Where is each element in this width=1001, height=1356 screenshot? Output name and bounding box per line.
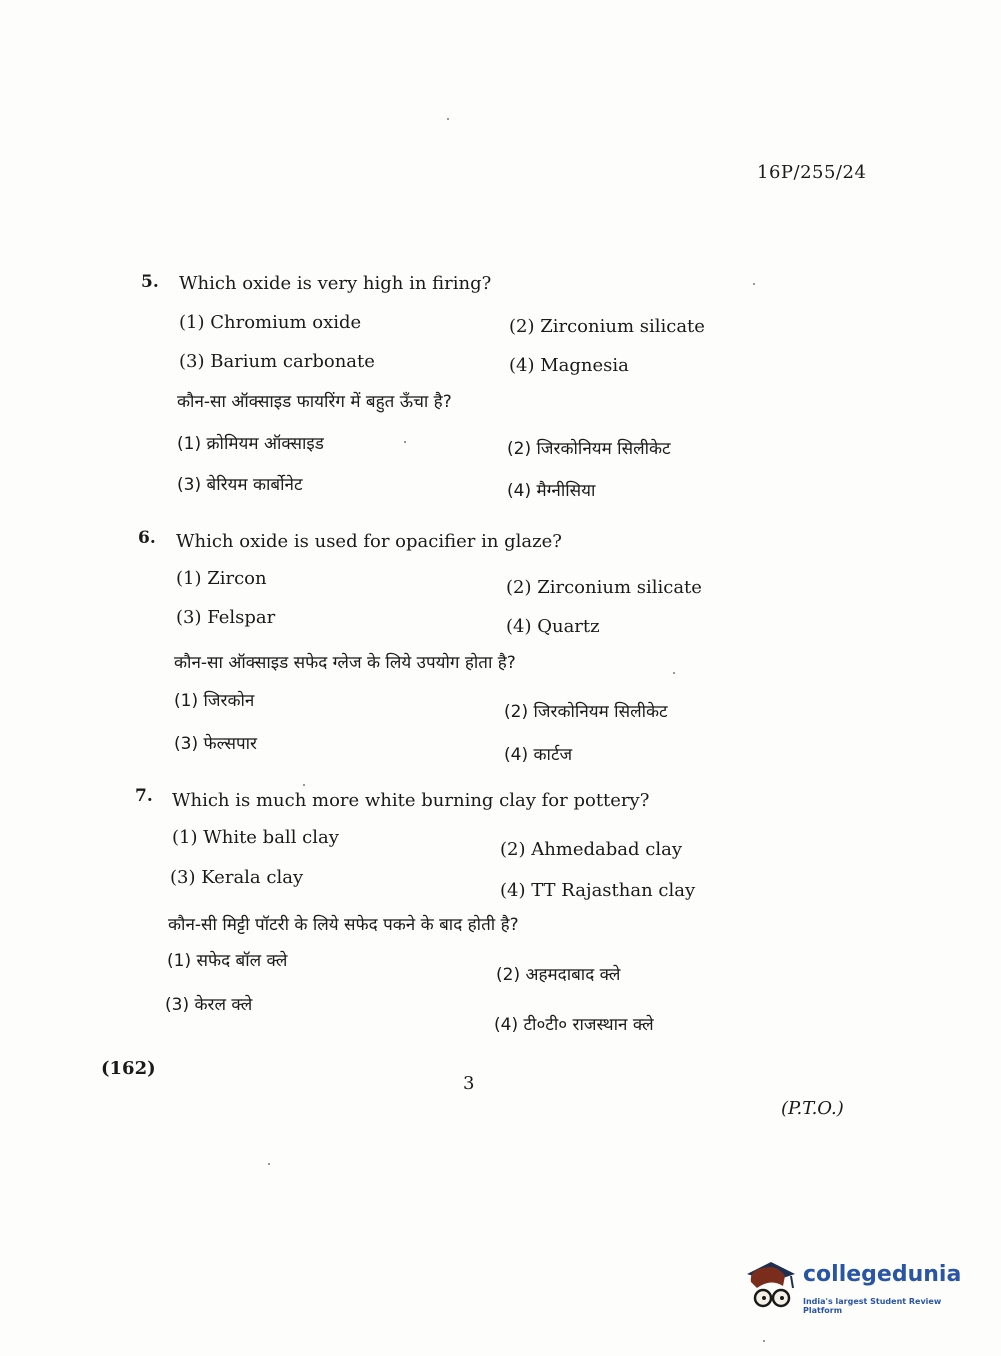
hindi-question-text: कौन-सा ऑक्साइड फायरिंग में बहुत ऊँचा है? xyxy=(177,392,452,412)
pto-label: (P.T.O.) xyxy=(781,1098,844,1119)
hindi-option: (4) मैग्नीसिया xyxy=(507,481,596,501)
logo-brand: collegedunia xyxy=(803,1262,962,1287)
question-number: 5. xyxy=(141,272,159,292)
option: (1) Zircon xyxy=(176,568,267,589)
option: (2) Zirconium silicate xyxy=(509,316,705,337)
scan-speck xyxy=(673,672,675,674)
scan-speck xyxy=(763,1340,765,1342)
booklet-code: (162) xyxy=(101,1058,156,1079)
hindi-option: (4) टी०टी० राजस्थान क्ले xyxy=(494,1015,654,1035)
hindi-option: (4) कार्टज xyxy=(504,745,573,765)
scan-speck xyxy=(303,784,305,786)
scan-speck xyxy=(404,441,406,443)
option: (3) Felspar xyxy=(176,607,276,628)
question-number: 7. xyxy=(135,786,153,806)
hindi-option: (1) क्रोमियम ऑक्साइड xyxy=(177,434,324,454)
mascot-icon xyxy=(741,1252,801,1314)
hindi-option: (2) अहमदाबाद क्ले xyxy=(496,965,621,985)
scan-speck xyxy=(753,283,755,285)
option: (3) Barium carbonate xyxy=(179,351,375,372)
hindi-option: (3) बेरियम कार्बोनेट xyxy=(177,475,303,495)
option: (2) Zirconium silicate xyxy=(506,577,702,598)
page-number: 3 xyxy=(463,1073,475,1094)
question-text: Which oxide is very high in firing? xyxy=(179,273,492,294)
hindi-question-text: कौन-सी मिट्टी पॉटरी के लिये सफेद पकने के बाद होती है? xyxy=(168,915,519,935)
logo-tagline: India's largest Student Review Platform xyxy=(803,1297,942,1315)
option: (4) TT Rajasthan clay xyxy=(500,880,696,901)
option: (1) Chromium oxide xyxy=(179,312,362,333)
option: (1) White ball clay xyxy=(172,827,339,848)
hindi-option: (1) सफेद बॉल क्ले xyxy=(167,951,288,971)
paper-code: 16P/255/24 xyxy=(757,162,867,183)
option: (2) Ahmedabad clay xyxy=(500,839,683,860)
hindi-option: (3) फेल्सपार xyxy=(174,734,257,754)
hindi-option: (2) जिरकोनियम सिलीकेट xyxy=(507,439,671,459)
question-number: 6. xyxy=(138,528,156,548)
question-text: Which oxide is used for opacifier in glaze? xyxy=(176,531,562,552)
option: (4) Magnesia xyxy=(509,355,629,376)
hindi-option: (3) केरल क्ले xyxy=(165,995,253,1015)
question-text: Which is much more white burning clay for pottery? xyxy=(172,790,650,811)
collegedunia-logo xyxy=(741,1252,971,1314)
scan-speck xyxy=(268,1163,270,1165)
hindi-option: (2) जिरकोनियम सिलीकेट xyxy=(504,702,668,722)
option: (3) Kerala clay xyxy=(170,867,304,888)
option: (4) Quartz xyxy=(506,616,600,637)
scan-speck xyxy=(447,118,449,120)
hindi-option: (1) जिरकोन xyxy=(174,691,255,711)
hindi-question-text: कौन-सा ऑक्साइड सफेद ग्लेज के लिये उपयोग होता है? xyxy=(174,653,516,673)
